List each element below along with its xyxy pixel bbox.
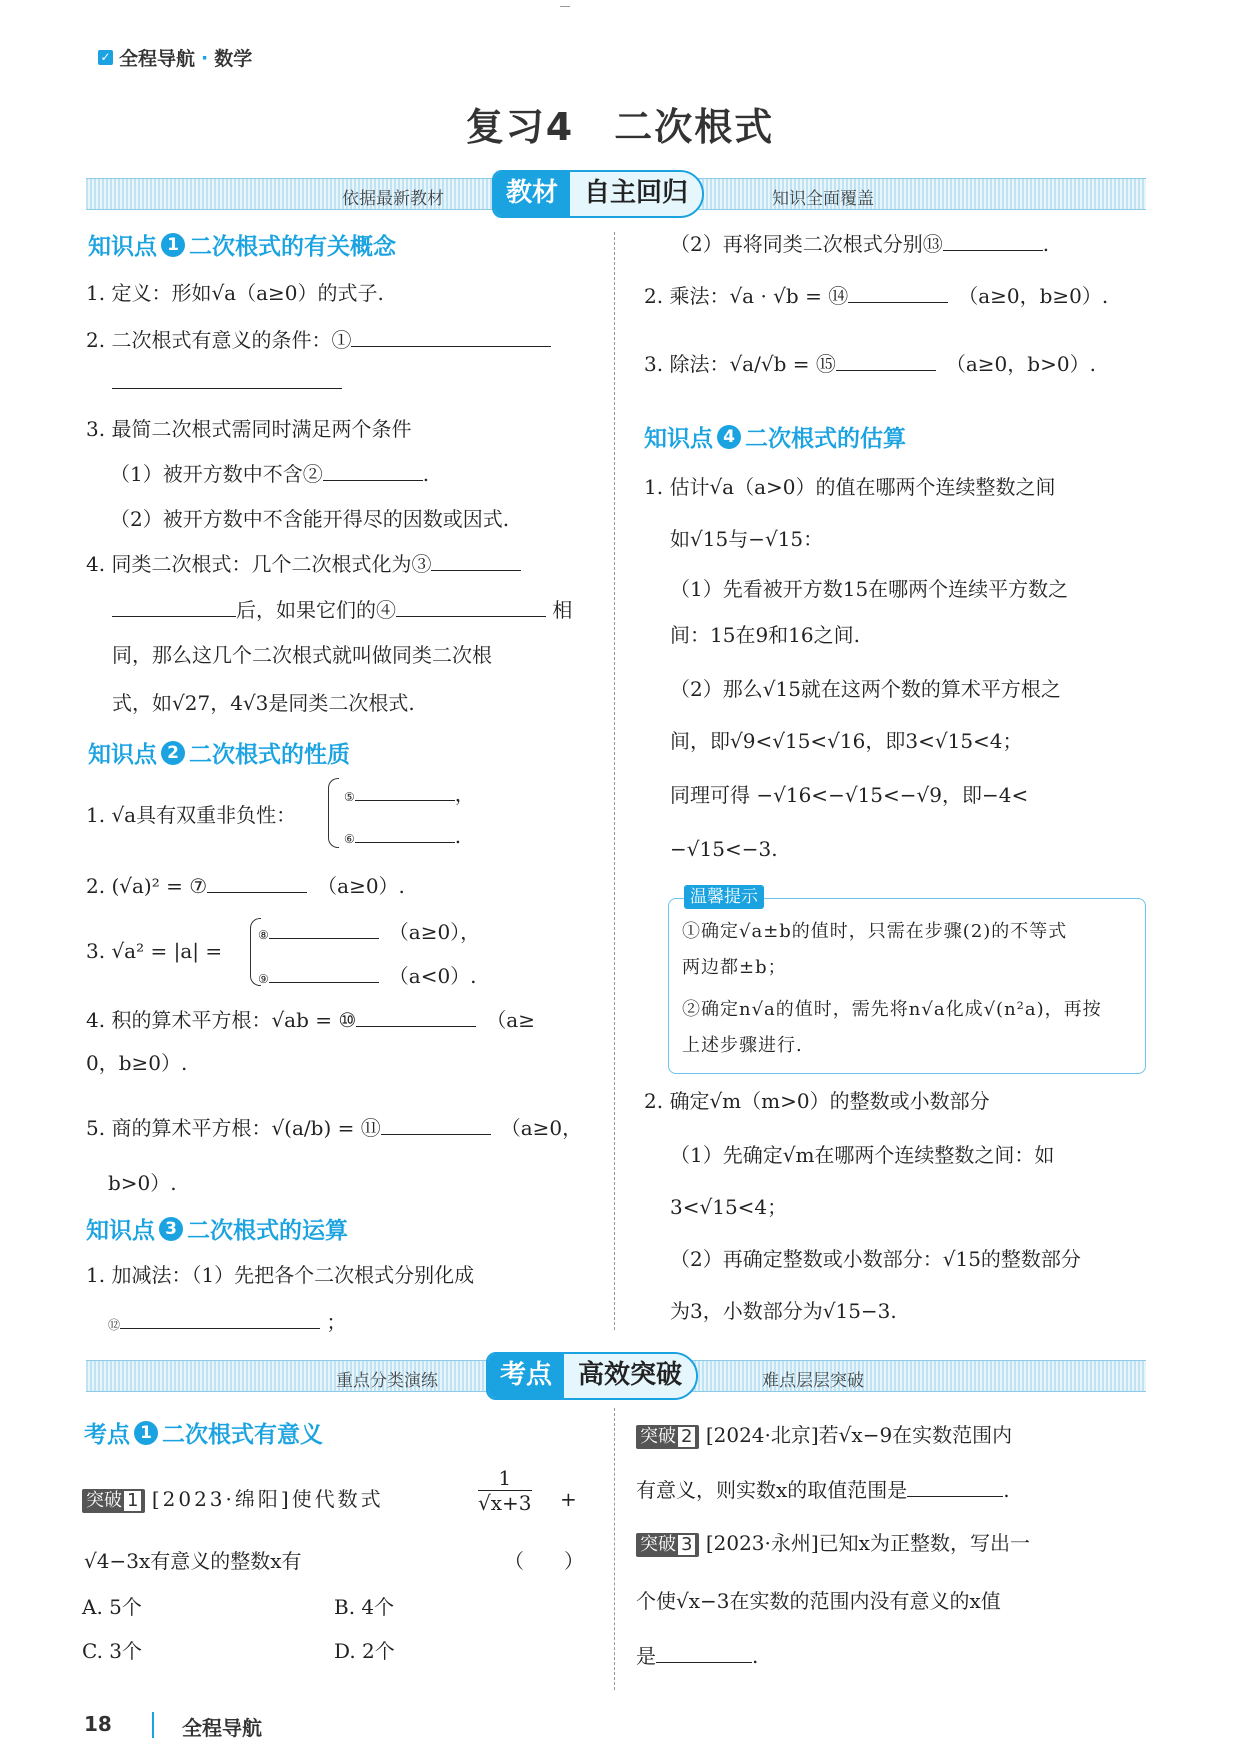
column-divider	[614, 232, 615, 1330]
kp1-line-9: 式，如√27，4√3是同类二次根式.	[112, 691, 415, 715]
kp2-line-3: 3. √a² = |a| =	[86, 939, 223, 963]
option-c: C. 3个	[82, 1639, 143, 1663]
brand-name: 全程导航	[119, 48, 196, 70]
column-divider-bottom	[614, 1408, 615, 1690]
breakthrough-3: 突破 3 [2023·永州]已知x为正整数，写出一	[636, 1530, 1030, 1557]
kp2-line-1: 1. √a具有双重非负性：	[86, 803, 297, 827]
kp4-line-6: 间，即√9<√15<√16，即3<√15<4；	[670, 729, 1023, 753]
kp4-line-4: 间：15在9和16之间.	[670, 623, 860, 647]
knowledge-point-4-heading: 知识点 4 二次根式的估算	[644, 426, 906, 452]
kp4b-line-1: 2. 确定√m（m>0）的整数或小数部分	[644, 1089, 990, 1113]
banner2-left-text: 重点分类演练	[336, 1371, 438, 1391]
kp4-line-7: 同理可得 −√16<−√15<−√9，即−4<	[670, 783, 1029, 807]
knowledge-point-2-heading: 知识点 2 二次根式的性质	[88, 742, 350, 768]
kp1-line-2: 2. 二次根式有意义的条件：①	[86, 326, 551, 353]
kp4-line-3: （1）先看被开方数15在哪两个连续平方数之	[670, 577, 1069, 601]
option-d: D. 2个	[334, 1639, 395, 1663]
knowledge-point-3-heading: 知识点 3 二次根式的运算	[86, 1218, 348, 1244]
kp4b-line-3: 3<√15<4；	[670, 1195, 788, 1219]
kp2-line-6: 5. 商的算术平方根：√(a/b) = ⑪ （a≥0，	[86, 1116, 583, 1140]
banner-pill	[492, 170, 704, 218]
footer-divider	[152, 1712, 154, 1738]
kp1-line-6: 4. 同类二次根式：几个二次根式化为③	[86, 550, 521, 577]
kp4b-line-5: 为3，小数部分为√15−3.	[670, 1299, 897, 1323]
kp1-line-8: 同，那么这几个二次根式就叫做同类二次根	[112, 643, 492, 667]
breakthrough-1-line-2: √4−3x有意义的整数x有	[84, 1549, 302, 1573]
kp4-line-2: 如√15与−√15：	[670, 527, 824, 551]
header-dot: ·	[201, 46, 209, 69]
kp4-line-8: −√15<−3.	[670, 837, 778, 861]
kp3-line-2: ⑫ ；	[108, 1310, 347, 1334]
banner-pill-a: 教材	[494, 172, 570, 216]
blank-6: ⑥ .	[344, 824, 462, 848]
blank-9: ⑨ （a<0）.	[258, 964, 477, 988]
right-line-2: 2. 乘法：√a · √b = ⑭ （a≥0，b≥0）.	[644, 284, 1109, 308]
banner-pill-b: 自主回归	[570, 172, 702, 216]
kp2-line-5: 0，b≥0）.	[86, 1051, 188, 1075]
breakthrough-3-line-3: 是 .	[636, 1644, 759, 1668]
kp4-line-5: （2）那么√15就在这两个数的算术平方根之	[670, 677, 1061, 701]
section-banner-exam	[86, 1360, 1146, 1392]
banner2-pill: 考点 高效突破	[486, 1352, 698, 1400]
blank-1-cont	[112, 388, 342, 389]
breakthrough-2: 突破 2 [2024·北京]若√x−9在实数范围内	[636, 1422, 1012, 1449]
kp1-line-1: 1. 定义：形如√a（a≥0）的式子.	[86, 281, 384, 305]
breakthrough-2-line-2: 有意义，则实数x的取值范围是 .	[636, 1478, 1010, 1502]
kp4b-line-2: （1）先确定√m在哪两个连续整数之间：如	[670, 1143, 1055, 1167]
footer-brand: 全程导航	[182, 1716, 262, 1740]
kp-number: 1	[161, 233, 185, 257]
tip-line-2: 两边都±b；	[682, 957, 787, 978]
page-header	[98, 44, 252, 71]
breakthrough-3-line-2: 个使√x−3在实数的范围内没有意义的x值	[636, 1589, 1001, 1613]
kp1-line-5: （2）被开方数中不含能开得尽的因数或因式.	[110, 507, 510, 531]
blank-5: ⑤ ，	[344, 782, 475, 806]
kp2-line-7: b>0）.	[108, 1171, 177, 1195]
kp3-line-1: 1. 加减法：（1）先把各个二次根式分别化成	[86, 1263, 475, 1287]
subject-name: 数学	[214, 48, 253, 70]
breakthrough-tag: 突破 1	[82, 1489, 145, 1513]
right-line-3: 3. 除法：√a/√b = ⑮ （a≥0，b>0）.	[644, 352, 1096, 376]
kp-title: 二次根式的有关概念	[189, 234, 396, 260]
section-banner-textbook	[86, 178, 1146, 210]
page-title: 复习4 二次根式	[465, 105, 775, 149]
tip-line-1: ①确定√a±b的值时，只需在步骤(2)的不等式	[682, 921, 1068, 942]
breakthrough-1: 突破 1 [2023·绵阳]使代数式	[82, 1486, 384, 1513]
fraction: 1 √x+3	[478, 1466, 532, 1515]
tip-label: 温馨提示	[684, 885, 764, 909]
kp2-line-2: 2. (√a)² = ⑦ （a≥0）.	[86, 874, 405, 898]
check-icon: ✓	[98, 50, 113, 65]
knowledge-point-1-heading: 知识点 1 二次根式的有关概念	[88, 228, 396, 261]
tip-line-3: ②确定n√a的值时，需先将n√a化成√(n²a)，再按	[682, 999, 1102, 1020]
kp4-line-1: 1. 估计√a（a>0）的值在哪两个连续整数之间	[644, 475, 1056, 499]
banner-left-text: 依据最新教材	[342, 189, 444, 209]
top-mark	[560, 6, 570, 7]
exam-point-1-heading: 考点 1 二次根式有意义	[84, 1422, 323, 1448]
banner-right-text: 知识全面覆盖	[772, 189, 874, 209]
kp2-line-4: 4. 积的算术平方根：√ab = ⑩ （a≥	[86, 1008, 535, 1032]
kp1-line-4: （1）被开方数中不含② .	[110, 462, 430, 486]
banner2-right-text: 难点层层突破	[762, 1371, 864, 1391]
tip-line-4: 上述步骤进行.	[682, 1035, 803, 1056]
blank-8: ⑧ （a≥0），	[258, 920, 481, 944]
plus-sign: +	[560, 1487, 577, 1511]
option-a: A. 5个	[82, 1595, 142, 1619]
option-b: B. 4个	[334, 1595, 395, 1619]
right-line-1: （2）再将同类二次根式分别⑬ .	[670, 232, 1050, 256]
kp4b-line-4: （2）再确定整数或小数部分：√15的整数部分	[670, 1247, 1081, 1271]
brace	[328, 778, 339, 848]
kp1-line-3: 3. 最简二次根式需同时满足两个条件	[86, 417, 412, 441]
page-number: 18	[84, 1712, 112, 1736]
answer-paren: （ ）	[504, 1549, 584, 1573]
kp1-line-7: 后，如果它们的④ 相	[112, 596, 572, 623]
